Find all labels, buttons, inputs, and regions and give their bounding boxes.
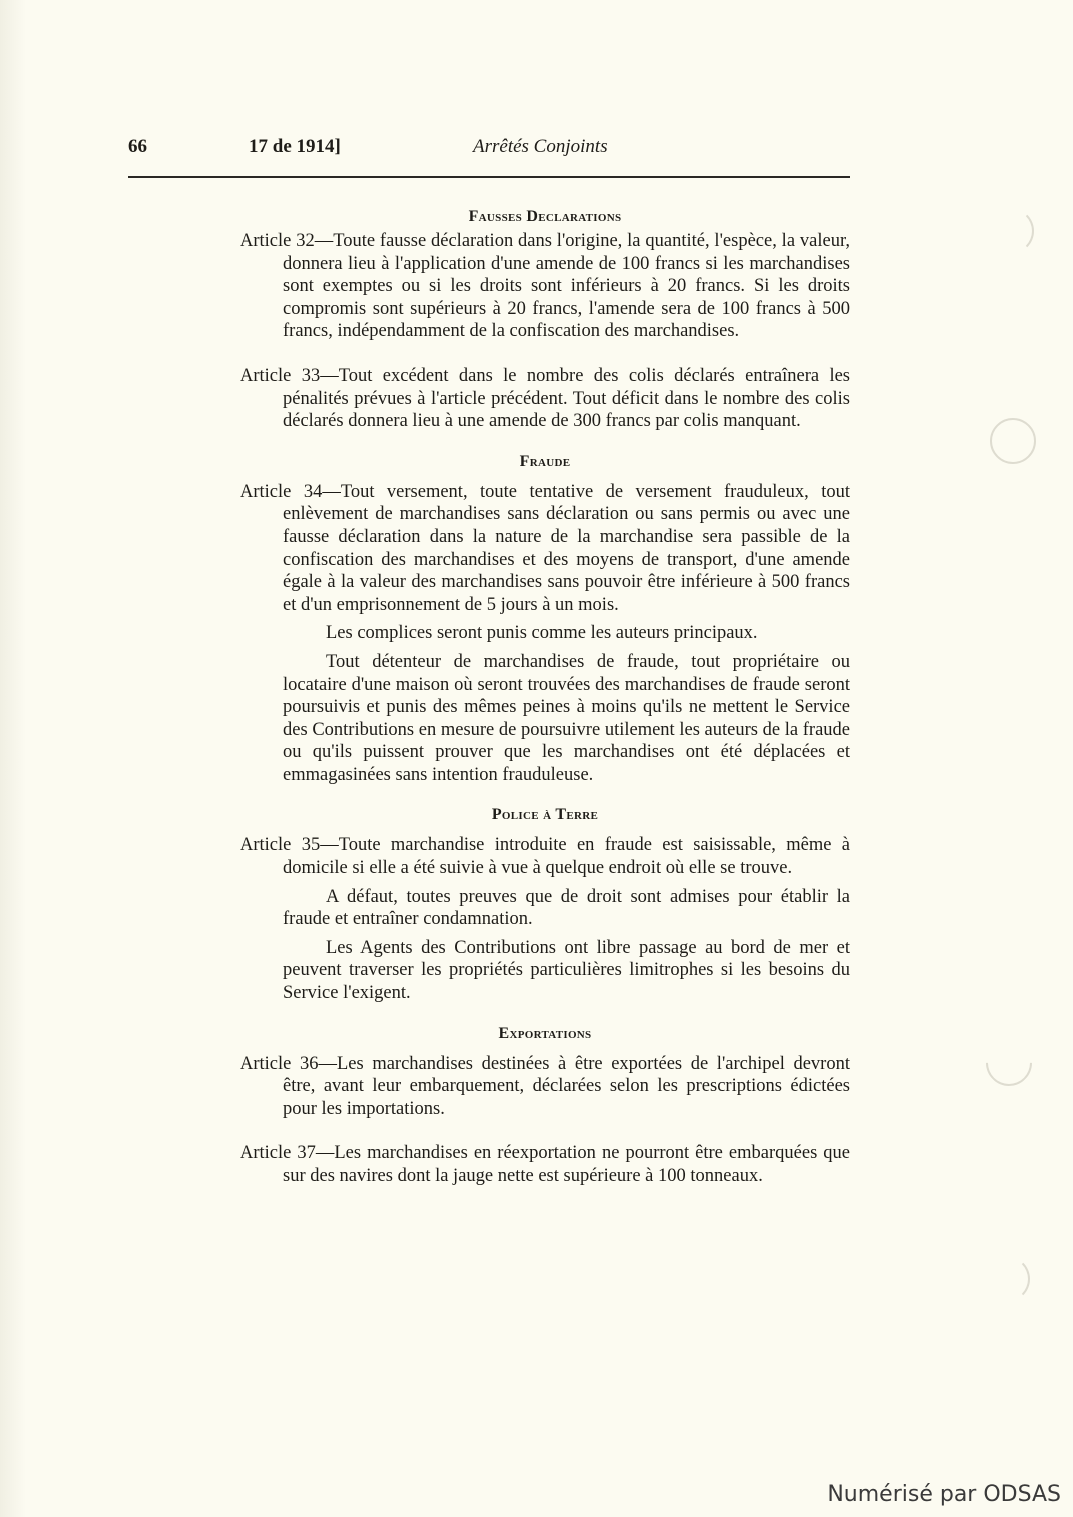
binder-hole-mark-2: [990, 418, 1036, 464]
article-36: Article 36—Les marchandises destinées à être exportées de l'archipel devront être, avant leur embarquement, déclarées selon les prescriptions édictées pour les importations.: [240, 1053, 850, 1119]
section-heading-fausses-declarations: Fausses Declarations: [468, 208, 622, 225]
binder-hole-mark-4: [984, 1256, 1030, 1302]
header-year: 17 de 1914]: [249, 136, 341, 157]
page-left-edge-shadow: [0, 0, 26, 1517]
section-heading-fraude: Fraude: [519, 452, 571, 470]
article-33: Article 33—Tout excédent dans le nombre des colis déclarés entraînera les pénalités prévues à l'article précédent. Tout déficit dans le nombre des colis déclarés donnera lieu à une amende de 300 francs par colis manquant.: [240, 365, 850, 432]
article-35: Article 35—Toute marchandise introduite en fraude est saisissable, même à domicile si elle a été suivie à vue à quelque endroit où elle se trouve.: [240, 835, 850, 879]
article-32: Article 32—Toute fausse déclaration dans l'origine, la quantité, l'espèce, la valeur, donnera lieu à l'application d'une amende de 100 francs si les marchandises sont exemptes ou si les droits sont inférieurs à 20 francs. Si les droits compromis sont supérieurs à 20 francs, l'amende sera de 100 francs à 500 francs, indépendamment de la confiscation des marchandises.: [240, 231, 850, 342]
document-body: [240, 204, 850, 1188]
digitization-credit: Numérisé par ODSAS: [827, 1482, 1061, 1507]
section-heading-exportations: Exportations: [498, 1024, 592, 1042]
section-heading-police-a-terre: Police à Terre: [491, 806, 599, 824]
header-title: Arrêtés Conjoints: [473, 136, 608, 157]
paragraph-agents: Les Agents des Contributions ont libre passage au bord de mer et peuvent traverser les propriétés particulières limitrophes si les besoins du Service l'exigent.: [283, 937, 850, 1004]
running-header: [128, 136, 850, 166]
page-number: 66: [128, 136, 147, 157]
paragraph-detenteur: Tout détenteur de marchandises de fraude, tout propriétaire ou locataire d'une maison où seront trouvées des marchandises de fraude seront poursuivis et punis des mêmes peines à moins qu'ils ne mettent le Service des Contributions en mesure de poursuivre utilement les auteurs de la fraude ou qu'ils puissent prouver que les marchandises ont été déplacées et emmagasinées sans intention frauduleuse.: [283, 651, 850, 785]
paragraph-a-defaut: A défaut, toutes preuves que de droit sont admises pour établir la fraude et entraîner condamnation.: [283, 886, 850, 930]
article-34: Article 34—Tout versement, toute tentative de versement frauduleux, tout enlèvement de marchandises sans déclaration ou sans permis ou avec une fausse déclaration dans la nature de la marchandise sera passible de la confiscation des marchandises et des moyens de transport, d'une amende égale à la valeur des marchandises sans pouvoir être inférieure à 500 francs et d'un emprisonnement de 5 jours à un mois.: [240, 481, 850, 615]
article-37: Article 37—Les marchandises en réexportation ne pourront être embarquées que sur des navires dont la jauge nette est supérieure à 100 tonneaux.: [240, 1143, 850, 1186]
paragraph-complices: Les complices seront punis comme les auteurs principaux.: [326, 623, 758, 644]
header-rule: [128, 176, 850, 178]
binder-hole-mark-1: [988, 208, 1034, 254]
binder-hole-mark-3: [976, 1030, 1041, 1095]
